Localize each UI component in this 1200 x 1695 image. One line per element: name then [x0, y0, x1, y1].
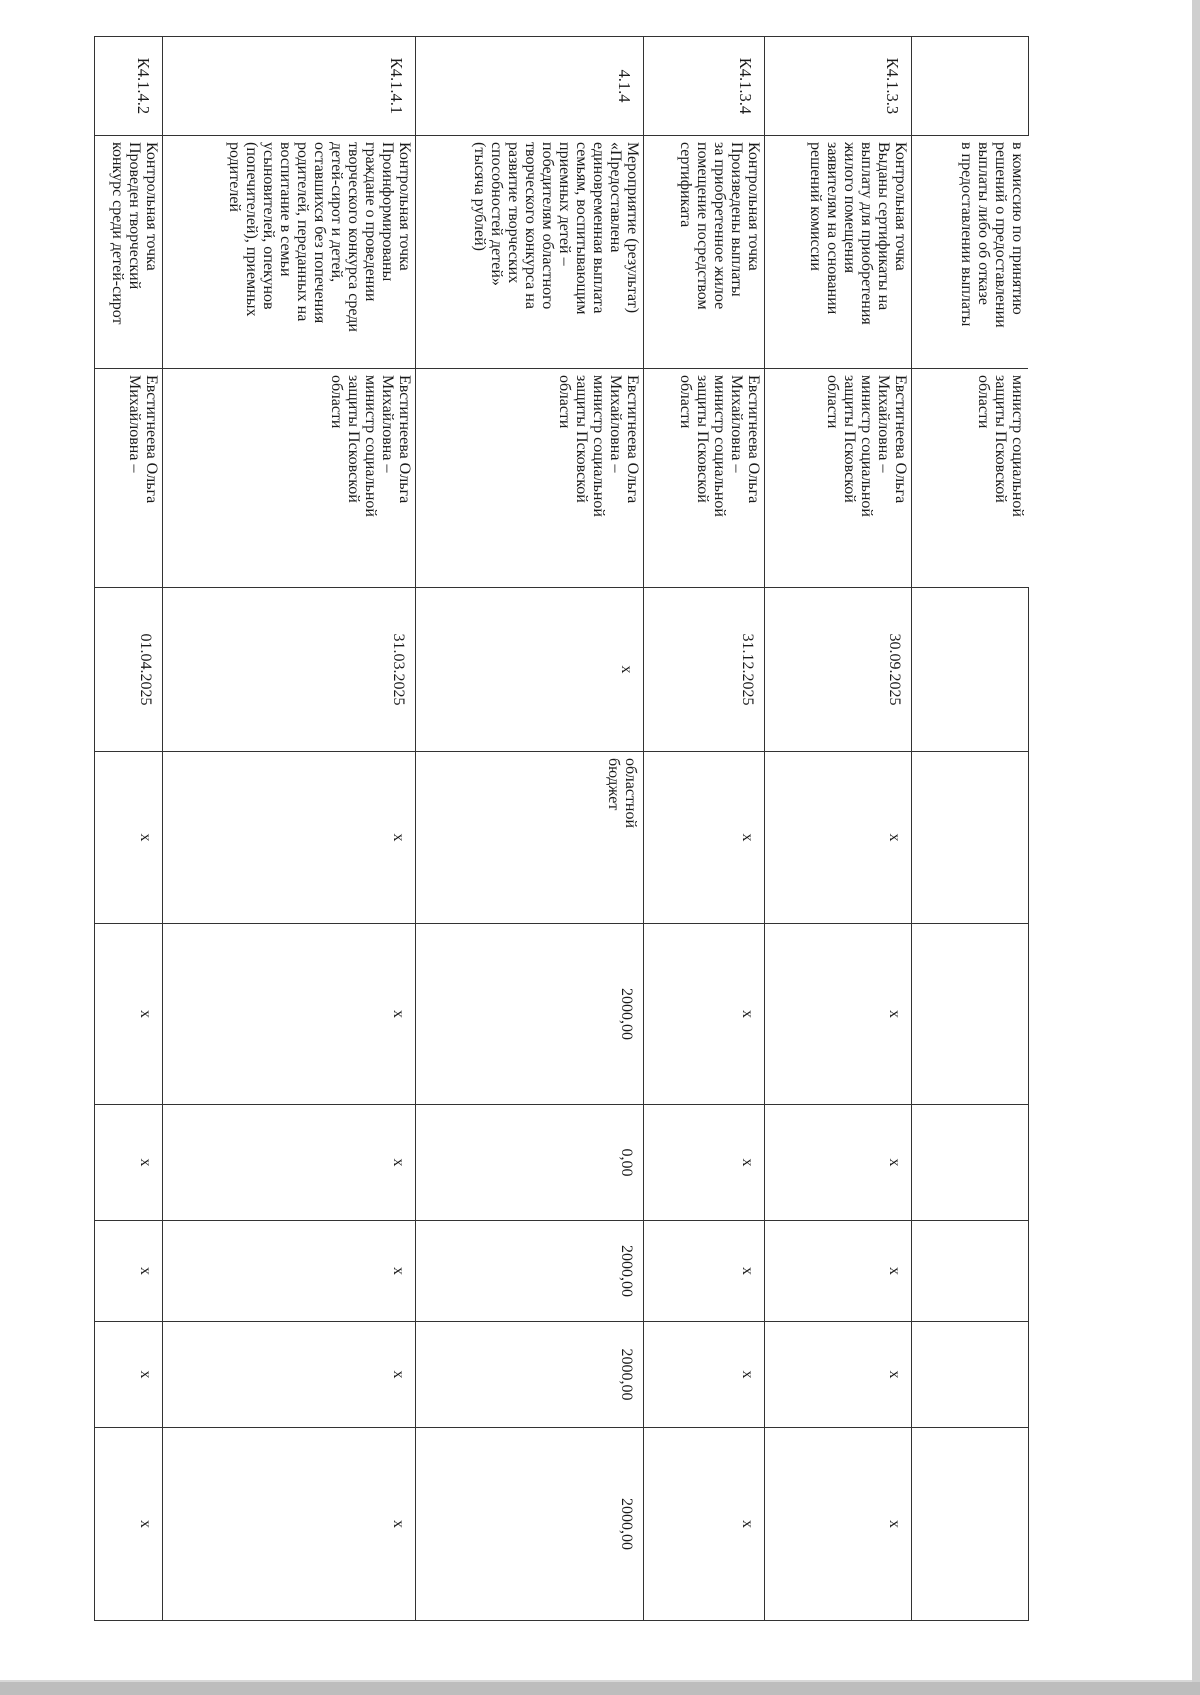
row-value-1: x — [765, 924, 911, 1105]
row-source: x — [765, 752, 911, 924]
row-value-2: 0,00 — [416, 1105, 644, 1221]
row-date: 31.03.2025 — [163, 588, 416, 752]
row-number: К4.1.3.4 — [644, 37, 765, 136]
row-date: 30.09.2025 — [765, 588, 911, 752]
row-value-3: x — [765, 1221, 911, 1322]
row-value-5: 2000,00 — [416, 1428, 644, 1621]
row-number: К4.1.4.2 — [95, 37, 163, 136]
row-value-2: x — [95, 1105, 163, 1221]
row-value-5: x — [644, 1428, 765, 1621]
row-value-5: x — [163, 1428, 416, 1621]
row-value-1: x — [95, 924, 163, 1105]
row-value-2: x — [765, 1105, 911, 1221]
row-source: x — [95, 752, 163, 924]
row-date: 31.12.2025 — [644, 588, 765, 752]
row-date — [911, 588, 1028, 752]
row-responsible: Евстигнеева Ольга Михайловна – министр социальной защиты Псковской области — [644, 369, 765, 588]
row-value-4: x — [95, 1322, 163, 1428]
row-value-3: x — [95, 1221, 163, 1322]
scan-edge — [1192, 0, 1200, 1695]
table-row — [416, 37, 644, 1621]
row-value-1: x — [644, 924, 765, 1105]
table-row — [765, 37, 911, 1621]
table-row — [163, 37, 416, 1621]
row-responsible: министр социальной защиты Псковской области — [911, 369, 1028, 588]
row-responsible: Евстигнеева Ольга Михайловна – министр социальной защиты Псковской области — [416, 369, 644, 588]
measures-table — [94, 36, 1029, 1621]
row-source: областной бюджет — [416, 752, 644, 924]
row-number: 4.1.4 — [416, 37, 644, 136]
row-value-3: x — [163, 1221, 416, 1322]
row-value-1: x — [163, 924, 416, 1105]
row-name: Контрольная точка Произведены выплаты за приобретенное жилое помещение посредством сертификата — [644, 136, 765, 369]
row-number — [911, 37, 1028, 136]
row-number: К4.1.3.3 — [765, 37, 911, 136]
row-name: в комиссию по принятию решений о предоставлении выплаты либо об отказе в предоставлении выплаты — [911, 136, 1028, 369]
row-source: x — [644, 752, 765, 924]
row-value-5 — [911, 1428, 1028, 1621]
row-responsible: Евстигнеева Ольга Михайловна – министр социальной защиты Псковской области — [163, 369, 416, 588]
row-value-3: x — [644, 1221, 765, 1322]
row-date: 01.04.2025 — [95, 588, 163, 752]
row-value-4 — [911, 1322, 1028, 1428]
row-value-4: x — [765, 1322, 911, 1428]
row-number: К4.1.4.1 — [163, 37, 416, 136]
row-value-2 — [911, 1105, 1028, 1221]
row-name: Контрольная точка Проведен творческий конкурс среди детей-сирот — [95, 136, 163, 369]
row-value-2: x — [163, 1105, 416, 1221]
row-value-4: x — [644, 1322, 765, 1428]
row-value-1 — [911, 924, 1028, 1105]
row-responsible: Евстигнеева Ольга Михайловна – — [95, 369, 163, 588]
row-value-5: x — [765, 1428, 911, 1621]
table-row — [644, 37, 765, 1621]
row-value-3 — [911, 1221, 1028, 1322]
row-source — [911, 752, 1028, 924]
row-value-4: 2000,00 — [416, 1322, 644, 1428]
row-name: Контрольная точка Проинформированы граждане о проведении творческого конкурса среди детей-сирот и детей, оставшихся без попечения родителей, переданных на воспитание в семьи усыновителей, опекунов (попечителей), приемных родителей — [163, 136, 416, 369]
rotated-table-wrapper — [94, 36, 1029, 1620]
row-value-3: 2000,00 — [416, 1221, 644, 1322]
row-value-5: x — [95, 1428, 163, 1621]
scan-footer-strip — [0, 1682, 1200, 1695]
row-value-1: 2000,00 — [416, 924, 644, 1105]
row-name: Контрольная точка Выданы сертификаты на выплату для приобретения жилого помещения заявителям на основании решений комиссии — [765, 136, 911, 369]
row-date: x — [416, 588, 644, 752]
row-value-4: x — [163, 1322, 416, 1428]
row-name: Мероприятие (результат) «Предоставлена единовременная выплата семьям, воспитывающим приемных детей – победителям областного творческого конкурса на развитие творческих способностей детей» (тысяча рублей) — [416, 136, 644, 369]
row-responsible: Евстигнеева Ольга Михайловна – министр социальной защиты Псковской области — [765, 369, 911, 588]
row-value-2: x — [644, 1105, 765, 1221]
table-row — [95, 37, 163, 1621]
table-row — [911, 37, 1028, 1621]
row-source: x — [163, 752, 416, 924]
